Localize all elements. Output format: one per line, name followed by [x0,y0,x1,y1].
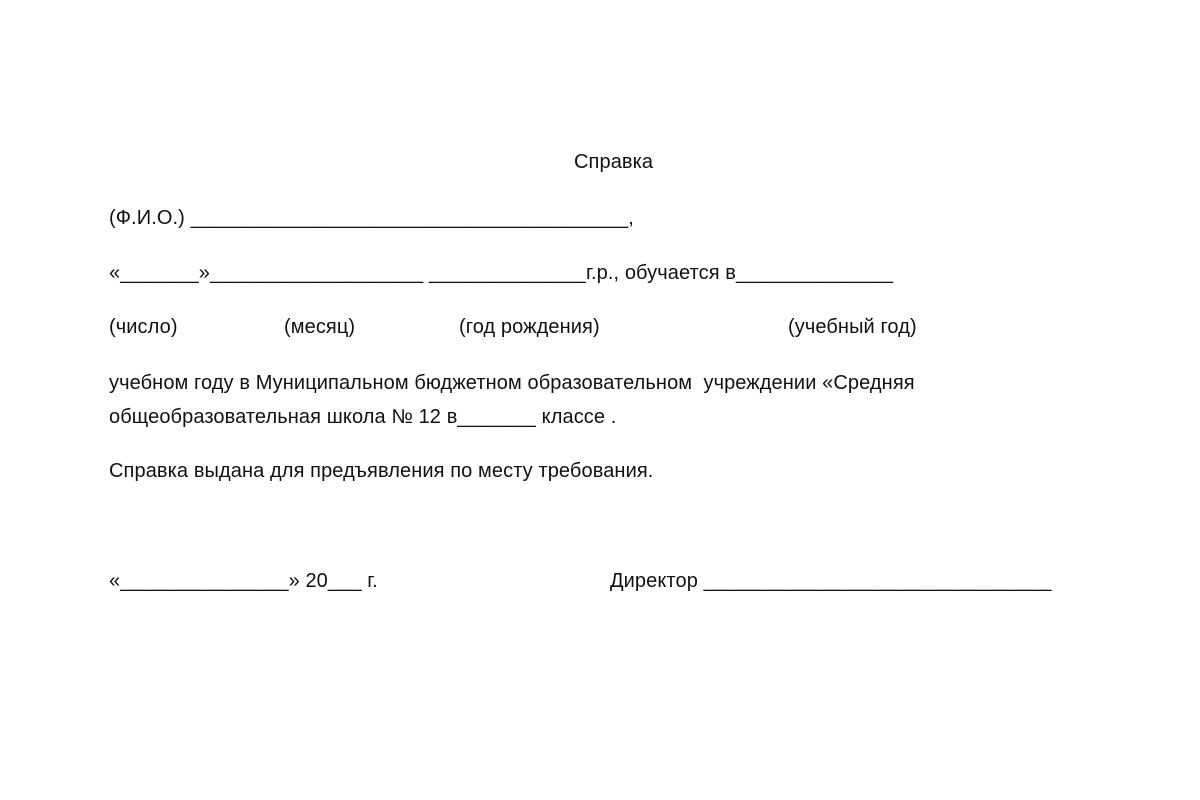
body-text-line-1: учебном году в Муниципальном бюджетном образовательном учреждении «Средняя [109,372,915,394]
page-title: Справка [574,151,654,173]
fio-field-line: (Ф.И.О.) _______________________________________, [109,207,634,229]
hint-month: (месяц) [284,316,356,338]
hint-study-year: (учебный год) [788,316,917,338]
director-signature-line: Директор _______________________________ [610,570,1052,592]
hint-day: (число) [109,316,178,338]
issued-statement: Справка выдана для предъявления по месту требования. [109,460,654,482]
birth-date-line: «_______»___________________ ______________г.р., обучается в______________ [109,262,894,284]
hint-birth-year: (год рождения) [459,316,600,338]
body-text-line-2: общеобразовательная школа № 12 в_______ классе . [109,406,617,428]
date-field-line: «_______________» 20___ г. [109,570,378,592]
